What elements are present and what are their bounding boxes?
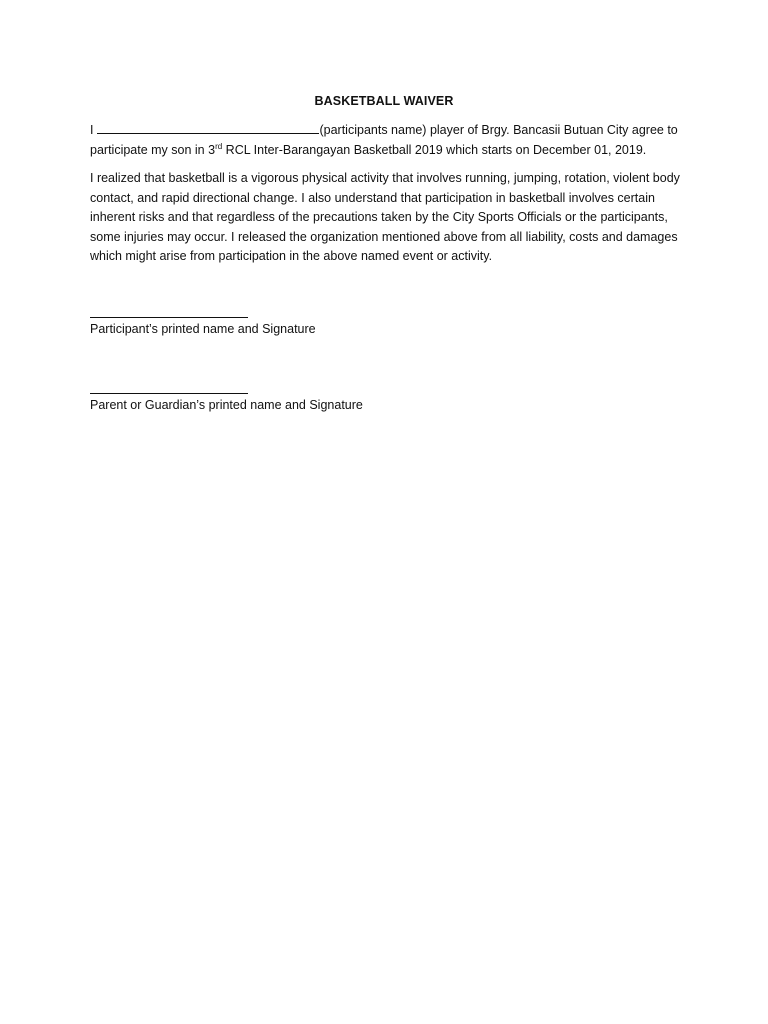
agreement-lead: I: [90, 123, 94, 137]
guardian-signature-label: Parent or Guardian’s printed name and Signature: [90, 398, 363, 412]
guardian-signature-line: [90, 393, 248, 394]
liability-paragraph: I realized that basketball is a vigorous physical activity that involves running, jumping, rotation, violent body contact, and rapid directional change. I also understand that participation in basketball involves certain inherent risks and that regardless of the precautions taken by the City Sports Officials or the participants, some injuries may occur. I released the organization mentioned above from all liability, costs and damages which might arise from participation in the above named event or activity.: [90, 171, 680, 263]
participant-signature-line: [90, 317, 248, 318]
agreement-text-rest: RCL Inter-Barangayan Basketball 2019 which starts on December 01, 2019.: [222, 142, 647, 157]
agreement-text: (participants name) player of Brgy. Bancasii Butuan City agree to participate my son in 3: [90, 123, 678, 157]
document-title: BASKETBALL WAIVER: [314, 94, 454, 108]
participant-name-blank: [97, 121, 319, 134]
agreement-paragraph: [90, 121, 690, 160]
participant-signature-label: Participant’s printed name and Signature: [90, 322, 316, 336]
ordinal-superscript: rd: [215, 141, 223, 151]
